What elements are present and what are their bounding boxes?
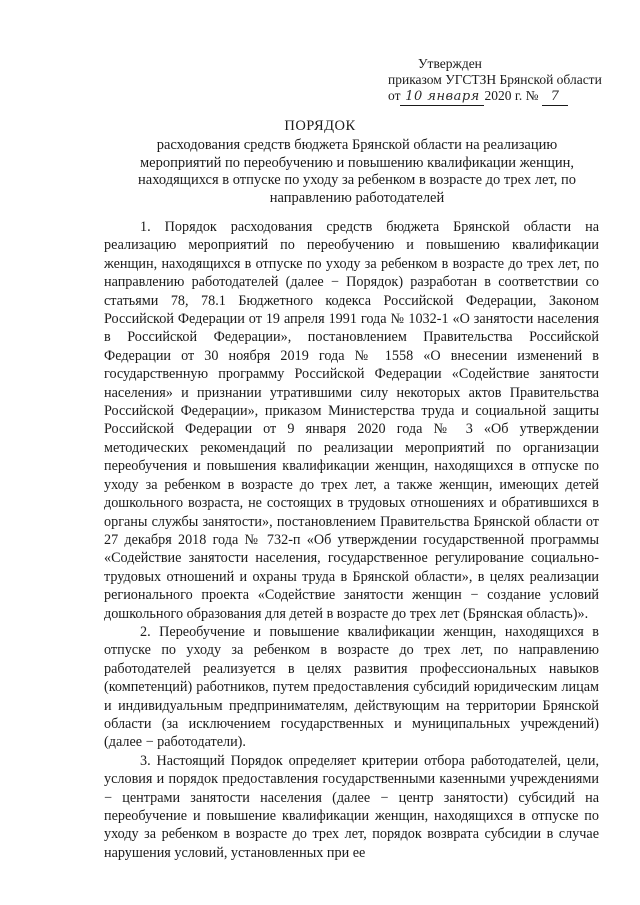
approval-year: 2020 г. № (484, 88, 539, 103)
approval-stamp (388, 56, 608, 106)
approval-title: Утвержден (418, 56, 482, 71)
document-subtitle: расходования средств бюджета Брянской области на реализацию мероприятий по переобучению и повышению квалификации женщин, находящихся в отпуске по уходу за ребенком в возрасте до трех лет, по направлению работодателей (138, 137, 576, 206)
approval-date-line (388, 88, 608, 106)
paragraph-2: 2. Переобучение и повышение квалификации женщин, находящихся в отпуске по уходу за ребенком в возрасте до трех лет, по направлению работодателей реализуется в целях развития профессиональных навыков (компетенций) работников, путем предоставления субсидий юридическим лицам и индивидуальным предпринимателям, действующим на территории Брянской области (за исключением государственных и муниципальных учреждений) (далее − работодатели). (104, 623, 599, 751)
approval-order: приказом УГСТЗН Брянской области (388, 72, 602, 87)
paragraph-3: 3. Настоящий Порядок определяет критерии отбора работодателей, цели, условия и порядок предоставления государственными казенными учреждениями − центрами занятости населения (далее − центр занятости) субсидий на переобучение и повышение квалификации женщин, находящихся в отпуске по уходу за ребенком в возрасте до трех лет, порядок возврата субсидии в случае нарушения условий, установленных при ее (104, 752, 599, 861)
handwritten-number: 7 (542, 89, 568, 106)
handwritten-date: 10 января (400, 89, 484, 106)
paragraph-1: 1. Порядок расходования средств бюджета Брянской области на реализацию мероприятий по переобучению и повышению квалификации женщин, находящихся в отпуске по уходу за ребенком в возрасте до трех лет, по направлению работодателей (далее − Порядок) разработан в соответствии со статьями 78, 78.1 Бюджетного кодекса Российской Федерации, Законом Российской Федерации от 19 апреля 1991 года № 1032-1 «О занятости населения в Российской Федерации», постановлением Правительства Российской Федерации от 30 ноября 2019 года № 1558 «О внесении изменений в государственную программу Российской Федерации «Содействие занятости населения» и признании утратившими силу некоторых актов Правительства Российской Федерации», приказом Министерства труда и социальной защиты Российской Федерации от 9 января 2020 года № 3 «Об утверждении методических рекомендаций по реализации мероприятий по организации переобучения и повышения квалификации женщин, находящихся в отпуске по уходу за ребенком в возрасте до трех лет, а также женщин, имеющих детей дошкольного возраста, не состоящих в трудовых отношениях и обратившихся в органы службы занятости», постановлением Правительства Брянской области от 27 декабря 2018 года № 732-п «Об утверждении государственной программы «Содействие занятости населения, государственное регулирование социально-трудовых отношений и охраны труда в Брянской области», в целях реализации регионального проекта «Содействие занятости женщин − создание условий дошкольного образования для детей в возрасте до трех лет (Брянская область)». (104, 219, 599, 622)
document-body (104, 218, 599, 862)
approval-prefix: от (388, 88, 401, 103)
document-title: ПОРЯДОК (284, 118, 356, 134)
